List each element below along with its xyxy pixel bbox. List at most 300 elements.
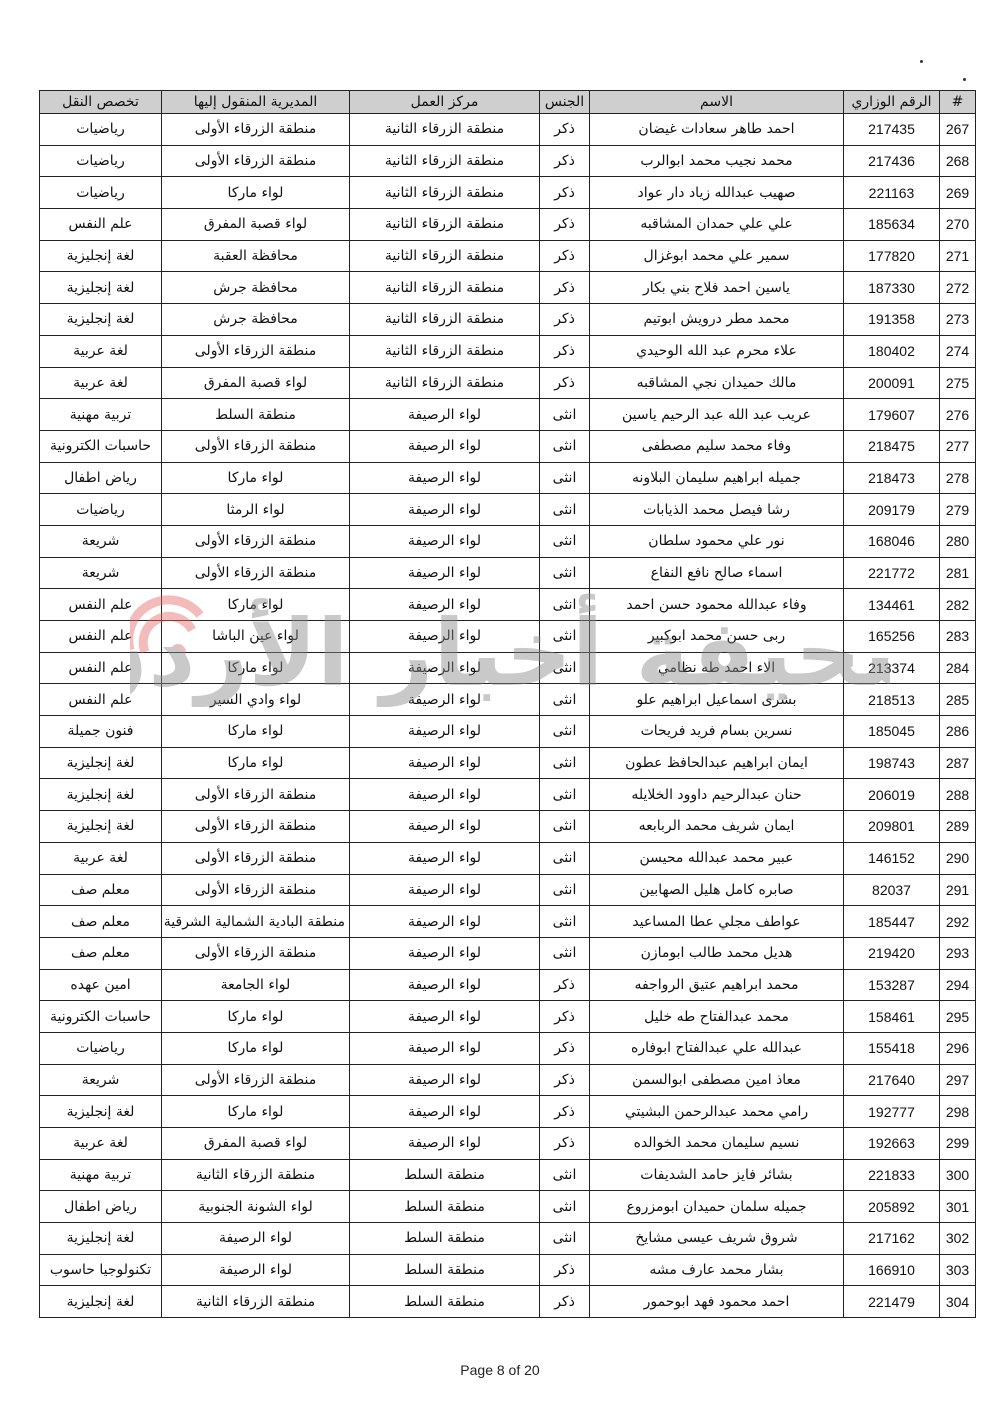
gender-cell: ذكر	[540, 272, 590, 304]
specialization-cell: رياض اطفال	[40, 462, 162, 494]
table-row	[40, 114, 976, 146]
specialization-cell: لغة إنجليزية	[40, 1286, 162, 1318]
table-row	[40, 652, 976, 684]
row-number: 287	[940, 747, 976, 779]
specialization-cell: تكنولوجيا حاسوب	[40, 1254, 162, 1286]
ministry-id: 221772	[844, 557, 940, 589]
gender-cell: انثى	[540, 874, 590, 906]
employee-name: وفاء عبدالله محمود حسن احمد	[590, 589, 844, 621]
ministry-id: 219420	[844, 937, 940, 969]
directorate-cell: لواء قصبة المفرق	[162, 209, 350, 241]
gender-cell: ذكر	[540, 240, 590, 272]
row-number: 295	[940, 1001, 976, 1033]
employee-name: جميله سلمان حميدان ابومزروع	[590, 1191, 844, 1223]
employee-name: نسيم سليمان محمد الخوالده	[590, 1128, 844, 1160]
ministry-id: 218473	[844, 462, 940, 494]
specialization-cell: رياض اطفال	[40, 1191, 162, 1223]
directorate-cell: منطقة الزرقاء الأولى	[162, 874, 350, 906]
work-center-cell: منطقة الزرقاء الثانية	[350, 240, 540, 272]
employee-name: ياسين احمد فلاح بني بكار	[590, 272, 844, 304]
work-center-cell: لواء الرصيفة	[350, 525, 540, 557]
directorate-cell: لواء ماركا	[162, 589, 350, 621]
table-row	[40, 842, 976, 874]
work-center-cell: منطقة الزرقاء الثانية	[350, 367, 540, 399]
row-number: 294	[940, 969, 976, 1001]
employee-name: احمد محمود فهد ابوحمور	[590, 1286, 844, 1318]
gender-cell: انثى	[540, 621, 590, 653]
table-row	[40, 1254, 976, 1286]
gender-cell: ذكر	[540, 1254, 590, 1286]
employee-name: سمير علي محمد ابوغزال	[590, 240, 844, 272]
specialization-cell: علم النفس	[40, 589, 162, 621]
gender-cell: انثى	[540, 1223, 590, 1255]
employee-name: علي علي حمدان المشاقبه	[590, 209, 844, 241]
directorate-cell: منطقة الزرقاء الثانية	[162, 1159, 350, 1191]
row-number: 288	[940, 779, 976, 811]
employee-name: نسرين بسام فريد فريحات	[590, 716, 844, 748]
ministry-id: 179607	[844, 399, 940, 431]
ministry-id: 155418	[844, 1032, 940, 1064]
row-number: 284	[940, 652, 976, 684]
table-row	[40, 1096, 976, 1128]
specialization-cell: علم النفس	[40, 652, 162, 684]
row-number: 271	[940, 240, 976, 272]
specialization-cell: حاسبات الكترونية	[40, 1001, 162, 1033]
directorate-cell: منطقة الزرقاء الأولى	[162, 842, 350, 874]
employee-name: علاء محرم عبد الله الوحيدي	[590, 335, 844, 367]
row-number: 293	[940, 937, 976, 969]
row-number: 290	[940, 842, 976, 874]
table-row	[40, 557, 976, 589]
ministry-id: 205892	[844, 1191, 940, 1223]
ministry-id: 217640	[844, 1064, 940, 1096]
directorate-cell: محافظة جرش	[162, 304, 350, 336]
ministry-id: 185045	[844, 716, 940, 748]
employee-name: عبير محمد عبدالله محيسن	[590, 842, 844, 874]
row-number: 302	[940, 1223, 976, 1255]
directorate-cell: لواء الجامعة	[162, 969, 350, 1001]
row-number: 278	[940, 462, 976, 494]
page-number: Page 8 of 20	[460, 1362, 540, 1378]
row-number: 281	[940, 557, 976, 589]
work-center-cell: لواء الرصيفة	[350, 716, 540, 748]
ministry-id: 209801	[844, 811, 940, 843]
employee-name: احمد طاهر سعادات غيضان	[590, 114, 844, 146]
table-row	[40, 906, 976, 938]
row-number: 274	[940, 335, 976, 367]
specialization-cell: تربية مهنية	[40, 399, 162, 431]
gender-cell: ذكر	[540, 1286, 590, 1318]
table-row	[40, 1191, 976, 1223]
specialization-cell: لغة إنجليزية	[40, 747, 162, 779]
table-row	[40, 335, 976, 367]
header-ministry-id: الرقم الوزاري	[844, 91, 940, 114]
directorate-cell: منطقة الزرقاء الثانية	[162, 1286, 350, 1318]
table-row	[40, 430, 976, 462]
directorate-cell: لواء قصبة المفرق	[162, 1128, 350, 1160]
gender-cell: ذكر	[540, 145, 590, 177]
row-number: 268	[940, 145, 976, 177]
work-center-cell: منطقة السلط	[350, 1191, 540, 1223]
table-row	[40, 937, 976, 969]
row-number: 292	[940, 906, 976, 938]
row-number: 299	[940, 1128, 976, 1160]
specialization-cell: لغة إنجليزية	[40, 304, 162, 336]
directorate-cell: لواء الرمثا	[162, 494, 350, 526]
table-row	[40, 304, 976, 336]
table-row	[40, 399, 976, 431]
gender-cell: ذكر	[540, 304, 590, 336]
specialization-cell: لغة عربية	[40, 367, 162, 399]
gender-cell: انثى	[540, 652, 590, 684]
row-number: 297	[940, 1064, 976, 1096]
specialization-cell: فنون جميلة	[40, 716, 162, 748]
table-row	[40, 240, 976, 272]
gender-cell: انثى	[540, 494, 590, 526]
ministry-id: 168046	[844, 525, 940, 557]
gender-cell: انثى	[540, 589, 590, 621]
gender-cell: انثى	[540, 937, 590, 969]
table-row	[40, 874, 976, 906]
directorate-cell: لواء ماركا	[162, 747, 350, 779]
row-number: 277	[940, 430, 976, 462]
directorate-cell: منطقة البادية الشمالية الشرقية	[162, 906, 350, 938]
specialization-cell: لغة إنجليزية	[40, 272, 162, 304]
watermark-text: حيفة أخبار الأرد	[148, 600, 862, 707]
work-center-cell: منطقة الزرقاء الثانية	[350, 209, 540, 241]
ministry-id: 192777	[844, 1096, 940, 1128]
directorate-cell: لواء ماركا	[162, 716, 350, 748]
row-number: 289	[940, 811, 976, 843]
directorate-cell: منطقة السلط	[162, 399, 350, 431]
row-number: 286	[940, 716, 976, 748]
gender-cell: انثى	[540, 399, 590, 431]
ministry-id: 158461	[844, 1001, 940, 1033]
work-center-cell: لواء الرصيفة	[350, 684, 540, 716]
scan-speck	[963, 78, 966, 81]
ministry-id: 134461	[844, 589, 940, 621]
work-center-cell: منطقة الزرقاء الثانية	[350, 335, 540, 367]
table-row	[40, 811, 976, 843]
employee-name: رامي محمد عبدالرحمن البشيتي	[590, 1096, 844, 1128]
ministry-id: 146152	[844, 842, 940, 874]
ministry-id: 187330	[844, 272, 940, 304]
ministry-id: 213374	[844, 652, 940, 684]
gender-cell: ذكر	[540, 1064, 590, 1096]
specialization-cell: لغة عربية	[40, 842, 162, 874]
specialization-cell: لغة عربية	[40, 1128, 162, 1160]
work-center-cell: لواء الرصيفة	[350, 652, 540, 684]
directorate-cell: لواء قصبة المفرق	[162, 367, 350, 399]
work-center-cell: منطقة الزرقاء الثانية	[350, 272, 540, 304]
row-number: 298	[940, 1096, 976, 1128]
employee-name: هديل محمد طالب ابومازن	[590, 937, 844, 969]
table-row	[40, 525, 976, 557]
gender-cell: انثى	[540, 525, 590, 557]
directorate-cell: لواء ماركا	[162, 1001, 350, 1033]
specialization-cell: شريعة	[40, 1064, 162, 1096]
ministry-id: 166910	[844, 1254, 940, 1286]
ministry-id: 200091	[844, 367, 940, 399]
ministry-id: 218475	[844, 430, 940, 462]
gender-cell: ذكر	[540, 114, 590, 146]
gender-cell: ذكر	[540, 1001, 590, 1033]
work-center-cell: منطقة السلط	[350, 1159, 540, 1191]
employee-name: محمد ابراهيم عتيق الرواجفه	[590, 969, 844, 1001]
employee-name: صابره كامل هليل الصهابين	[590, 874, 844, 906]
table-row	[40, 1032, 976, 1064]
employee-name: ايمان شريف محمد الربابعه	[590, 811, 844, 843]
table-row	[40, 589, 976, 621]
employee-name: صهيب عبدالله زياد دار عواد	[590, 177, 844, 209]
work-center-cell: لواء الرصيفة	[350, 969, 540, 1001]
row-number: 285	[940, 684, 976, 716]
ministry-id: 217162	[844, 1223, 940, 1255]
work-center-cell: لواء الرصيفة	[350, 874, 540, 906]
row-number: 300	[940, 1159, 976, 1191]
directorate-cell: منطقة الزرقاء الأولى	[162, 145, 350, 177]
specialization-cell: لغة إنجليزية	[40, 240, 162, 272]
row-number: 267	[940, 114, 976, 146]
gender-cell: انثى	[540, 557, 590, 589]
table-row	[40, 177, 976, 209]
row-number: 272	[940, 272, 976, 304]
directorate-cell: محافظة جرش	[162, 272, 350, 304]
table-row	[40, 747, 976, 779]
ministry-id: 165256	[844, 621, 940, 653]
table-row	[40, 462, 976, 494]
gender-cell: انثى	[540, 462, 590, 494]
work-center-cell: لواء الرصيفة	[350, 779, 540, 811]
table-body	[40, 114, 976, 1318]
table-row	[40, 145, 976, 177]
employee-name: عواطف مجلي عطا المساعيد	[590, 906, 844, 938]
directorate-cell: لواء الشونة الجنوبية	[162, 1191, 350, 1223]
row-number: 280	[940, 525, 976, 557]
work-center-cell: لواء الرصيفة	[350, 747, 540, 779]
work-center-cell: لواء الرصيفة	[350, 430, 540, 462]
ministry-id: 153287	[844, 969, 940, 1001]
employee-name: بشائر فايز حامد الشديفات	[590, 1159, 844, 1191]
table-row	[40, 969, 976, 1001]
directorate-cell: منطقة الزرقاء الأولى	[162, 779, 350, 811]
gender-cell: انثى	[540, 430, 590, 462]
gender-cell: ذكر	[540, 177, 590, 209]
gender-cell: انثى	[540, 716, 590, 748]
ministry-id: 221163	[844, 177, 940, 209]
row-number: 282	[940, 589, 976, 621]
ministry-id: 209179	[844, 494, 940, 526]
ministry-id: 82037	[844, 874, 940, 906]
employee-name: محمد نجيب محمد ابوالرب	[590, 145, 844, 177]
header-num: #	[940, 91, 976, 114]
specialization-cell: لغة إنجليزية	[40, 1223, 162, 1255]
work-center-cell: لواء الرصيفة	[350, 906, 540, 938]
row-number: 303	[940, 1254, 976, 1286]
directorate-cell: منطقة الزرقاء الأولى	[162, 937, 350, 969]
gender-cell: انثى	[540, 684, 590, 716]
employee-name: شروق شريف عيسى مشايخ	[590, 1223, 844, 1255]
table-row	[40, 1001, 976, 1033]
directorate-cell: لواء ماركا	[162, 462, 350, 494]
work-center-cell: منطقة الزرقاء الثانية	[350, 114, 540, 146]
table-row	[40, 621, 976, 653]
employee-name: محمد مطر درويش ابوتيم	[590, 304, 844, 336]
header-name: الاسم	[590, 91, 844, 114]
table-row	[40, 494, 976, 526]
work-center-cell: لواء الرصيفة	[350, 1128, 540, 1160]
specialization-cell: لغة إنجليزية	[40, 811, 162, 843]
specialization-cell: حاسبات الكترونية	[40, 430, 162, 462]
directorate-cell: لواء ماركا	[162, 652, 350, 684]
table-row	[40, 1286, 976, 1318]
directorate-cell: محافظة العقبة	[162, 240, 350, 272]
employee-name: معاذ امين مصطفى ابوالسمن	[590, 1064, 844, 1096]
specialization-cell: معلم صف	[40, 906, 162, 938]
specialization-cell: معلم صف	[40, 874, 162, 906]
gender-cell: ذكر	[540, 367, 590, 399]
header-gender: الجنس	[540, 91, 590, 114]
row-number: 273	[940, 304, 976, 336]
ministry-id: 192663	[844, 1128, 940, 1160]
work-center-cell: لواء الرصيفة	[350, 399, 540, 431]
table-row	[40, 716, 976, 748]
work-center-cell: لواء الرصيفة	[350, 494, 540, 526]
directorate-cell: منطقة الزرقاء الأولى	[162, 430, 350, 462]
employee-name: حنان عبدالرحيم داوود الخلايله	[590, 779, 844, 811]
row-number: 304	[940, 1286, 976, 1318]
table-row	[40, 1064, 976, 1096]
transfer-table	[39, 90, 976, 1318]
work-center-cell: لواء الرصيفة	[350, 589, 540, 621]
gender-cell: انثى	[540, 779, 590, 811]
table-row	[40, 779, 976, 811]
work-center-cell: لواء الرصيفة	[350, 1064, 540, 1096]
header-work-center: مركز العمل	[350, 91, 540, 114]
gender-cell: انثى	[540, 1159, 590, 1191]
work-center-cell: لواء الرصيفة	[350, 621, 540, 653]
work-center-cell: لواء الرصيفة	[350, 462, 540, 494]
specialization-cell: لغة إنجليزية	[40, 1096, 162, 1128]
row-number: 275	[940, 367, 976, 399]
gender-cell: ذكر	[540, 969, 590, 1001]
work-center-cell: لواء الرصيفة	[350, 937, 540, 969]
work-center-cell: لواء الرصيفة	[350, 1096, 540, 1128]
employee-name: عريب عبد الله عبد الرحيم ياسين	[590, 399, 844, 431]
ministry-id: 206019	[844, 779, 940, 811]
row-number: 283	[940, 621, 976, 653]
scan-speck	[920, 60, 923, 63]
specialization-cell: رياضيات	[40, 494, 162, 526]
gender-cell: انثى	[540, 906, 590, 938]
ministry-id: 218513	[844, 684, 940, 716]
directorate-cell: لواء عين الباشا	[162, 621, 350, 653]
directorate-cell: منطقة الزرقاء الأولى	[162, 335, 350, 367]
employee-name: بشار محمد عارف مشه	[590, 1254, 844, 1286]
gender-cell: ذكر	[540, 335, 590, 367]
work-center-cell: منطقة الزرقاء الثانية	[350, 177, 540, 209]
header-specialization: تخصص النقل	[40, 91, 162, 114]
specialization-cell: علم النفس	[40, 621, 162, 653]
gender-cell: انثى	[540, 842, 590, 874]
work-center-cell: لواء الرصيفة	[350, 1001, 540, 1033]
row-number: 279	[940, 494, 976, 526]
directorate-cell: لواء ماركا	[162, 177, 350, 209]
directorate-cell: لواء ماركا	[162, 1096, 350, 1128]
table-row	[40, 1128, 976, 1160]
employee-name: ايمان ابراهيم عبدالحافظ عطون	[590, 747, 844, 779]
directorate-cell: لواء وادي السير	[162, 684, 350, 716]
directorate-cell: منطقة الزرقاء الأولى	[162, 525, 350, 557]
employee-name: نور علي محمود سلطان	[590, 525, 844, 557]
ministry-id: 185634	[844, 209, 940, 241]
specialization-cell: لغة إنجليزية	[40, 779, 162, 811]
employee-name: ربى حسن محمد ابوكبير	[590, 621, 844, 653]
specialization-cell: رياضيات	[40, 1032, 162, 1064]
specialization-cell: شريعة	[40, 557, 162, 589]
row-number: 296	[940, 1032, 976, 1064]
gender-cell: ذكر	[540, 209, 590, 241]
gender-cell: انثى	[540, 811, 590, 843]
work-center-cell: منطقة الزرقاء الثانية	[350, 304, 540, 336]
directorate-cell: منطقة الزرقاء الأولى	[162, 557, 350, 589]
specialization-cell: رياضيات	[40, 114, 162, 146]
specialization-cell: تربية مهنية	[40, 1159, 162, 1191]
table-row	[40, 1223, 976, 1255]
row-number: 301	[940, 1191, 976, 1223]
directorate-cell: منطقة الزرقاء الأولى	[162, 114, 350, 146]
header-directorate: المديرية المنقول إليها	[162, 91, 350, 114]
gender-cell: انثى	[540, 747, 590, 779]
directorate-cell: لواء ماركا	[162, 1032, 350, 1064]
employee-name: جميله ابراهيم سليمان البلاونه	[590, 462, 844, 494]
work-center-cell: لواء الرصيفة	[350, 842, 540, 874]
gender-cell: ذكر	[540, 1096, 590, 1128]
ministry-id: 185447	[844, 906, 940, 938]
work-center-cell: منطقة السلط	[350, 1223, 540, 1255]
table-row	[40, 272, 976, 304]
gender-cell: ذكر	[540, 1128, 590, 1160]
work-center-cell: منطقة السلط	[350, 1254, 540, 1286]
work-center-cell: لواء الرصيفة	[350, 557, 540, 589]
table-row	[40, 684, 976, 716]
work-center-cell: لواء الرصيفة	[350, 811, 540, 843]
ministry-id: 217436	[844, 145, 940, 177]
ministry-id: 198743	[844, 747, 940, 779]
work-center-cell: منطقة الزرقاء الثانية	[350, 145, 540, 177]
employee-name: بشرى اسماعيل ابراهيم علو	[590, 684, 844, 716]
specialization-cell: امين عهده	[40, 969, 162, 1001]
employee-name: وفاء محمد سليم مصطفى	[590, 430, 844, 462]
ministry-id: 180402	[844, 335, 940, 367]
directorate-cell: منطقة الزرقاء الأولى	[162, 811, 350, 843]
specialization-cell: رياضيات	[40, 145, 162, 177]
directorate-cell: منطقة الزرقاء الأولى	[162, 1064, 350, 1096]
gender-cell: ذكر	[540, 1032, 590, 1064]
specialization-cell: علم النفس	[40, 684, 162, 716]
row-number: 291	[940, 874, 976, 906]
ministry-id: 221479	[844, 1286, 940, 1318]
table-row	[40, 367, 976, 399]
table-row	[40, 209, 976, 241]
specialization-cell: شريعة	[40, 525, 162, 557]
employee-name: عبدالله علي عبدالفتاح ابوفاره	[590, 1032, 844, 1064]
row-number: 269	[940, 177, 976, 209]
employee-name: محمد عبدالفتاح طه خليل	[590, 1001, 844, 1033]
table-row	[40, 1159, 976, 1191]
gender-cell: انثى	[540, 1191, 590, 1223]
ministry-id: 177820	[844, 240, 940, 272]
